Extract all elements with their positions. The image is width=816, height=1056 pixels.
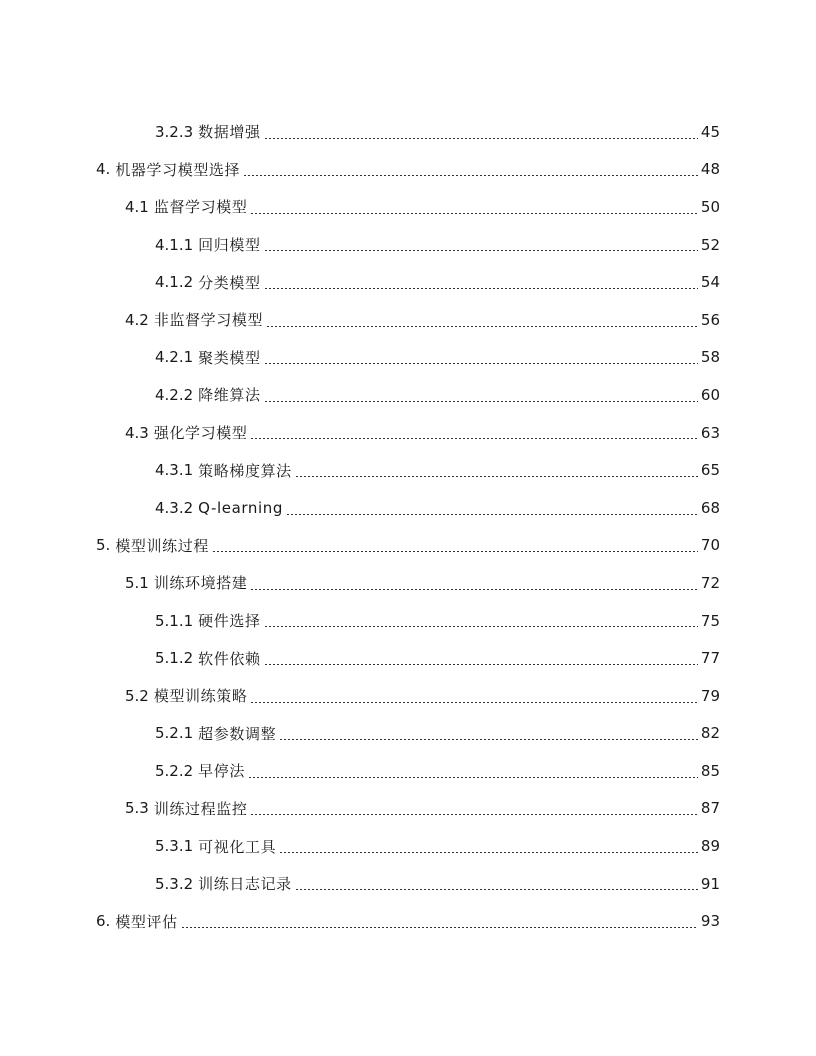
toc-title: 聚类模型: [198, 348, 261, 367]
toc-entry[interactable]: [0, 827, 816, 865]
toc-title: 强化学习模型: [153, 424, 248, 443]
toc-page-number: 60: [700, 385, 720, 404]
toc-number: 5.1.1: [155, 611, 194, 630]
dot-leader: [264, 250, 698, 251]
toc-title: 监督学习模型: [153, 198, 248, 217]
dot-leader: [250, 213, 697, 214]
dot-leader: [181, 927, 698, 928]
toc-page-number: 72: [700, 573, 720, 592]
dot-leader: [250, 702, 697, 703]
dot-leader: [295, 889, 698, 890]
dot-leader: [248, 777, 698, 778]
toc-page-number: 91: [700, 874, 720, 893]
toc-number: 4.3: [125, 423, 149, 442]
toc-entry[interactable]: [0, 339, 816, 377]
toc-number: 5.3.2: [155, 874, 194, 893]
dot-leader: [264, 363, 698, 364]
toc-entry[interactable]: [0, 489, 816, 527]
toc-title: 分类模型: [198, 273, 261, 292]
toc-title: 软件依赖: [198, 649, 261, 668]
toc-page-number: 56: [700, 310, 720, 329]
toc-page-number: 52: [700, 235, 720, 254]
toc-title: 训练日志记录: [198, 875, 292, 894]
dot-leader: [212, 551, 698, 552]
toc-number: 3.2.3: [155, 122, 194, 141]
toc-entry[interactable]: [0, 865, 816, 903]
toc-title: Q-learning: [198, 498, 284, 517]
toc-entry[interactable]: [0, 639, 816, 677]
toc-title: 机器学习模型选择: [115, 160, 241, 179]
toc-number: 5.1: [125, 573, 149, 592]
toc-number: 4.1.1: [155, 235, 194, 254]
toc-page-number: 50: [700, 197, 720, 216]
toc-entry[interactable]: [0, 263, 816, 301]
toc-number: 5.2.1: [155, 724, 194, 743]
toc-title: 模型训练过程: [115, 536, 209, 555]
toc-page-number: 87: [700, 799, 720, 818]
toc-entry[interactable]: [0, 113, 816, 151]
dot-leader: [264, 401, 698, 402]
toc-title: 策略梯度算法: [198, 461, 292, 480]
toc-number: 5.2: [125, 686, 149, 705]
toc-number: 4.2.1: [155, 348, 194, 367]
dot-leader: [264, 138, 698, 139]
dot-leader: [243, 175, 698, 176]
toc-number: 5.2.2: [155, 761, 194, 780]
toc-page-number: 93: [700, 912, 720, 931]
dot-leader: [250, 438, 697, 439]
toc-page-number: 75: [700, 611, 720, 630]
dot-leader: [264, 288, 698, 289]
toc-title: 硬件选择: [198, 612, 261, 631]
toc-title: 回归模型: [198, 236, 261, 255]
toc-entry[interactable]: [0, 188, 816, 226]
toc-page-number: 63: [700, 423, 720, 442]
toc-page-number: 77: [700, 649, 720, 668]
toc-number: 4.3.1: [155, 461, 194, 480]
dot-leader: [286, 514, 698, 515]
toc-entry[interactable]: [0, 151, 816, 189]
toc-page-number: 82: [700, 724, 720, 743]
dot-leader: [250, 814, 697, 815]
dot-leader: [279, 852, 698, 853]
toc-title: 训练环境搭建: [153, 574, 248, 593]
toc-page-number: 58: [700, 348, 720, 367]
toc-entry[interactable]: [0, 226, 816, 264]
toc-number: 4.2: [125, 310, 149, 329]
toc-page-number: 48: [700, 160, 720, 179]
toc-number: 5.1.2: [155, 649, 194, 668]
dot-leader: [264, 664, 698, 665]
toc-entry[interactable]: [0, 602, 816, 640]
toc-page-number: 79: [700, 686, 720, 705]
toc-entry[interactable]: [0, 752, 816, 790]
toc-number: 5.: [96, 536, 111, 555]
toc-entry[interactable]: [0, 527, 816, 565]
toc-page-number: 65: [700, 461, 720, 480]
toc-title: 非监督学习模型: [153, 311, 264, 330]
toc-number: 4.3.2: [155, 498, 194, 517]
toc-entry[interactable]: [0, 677, 816, 715]
toc-entry[interactable]: [0, 902, 816, 940]
toc-number: 5.3: [125, 799, 149, 818]
table-of-contents: [0, 113, 816, 940]
toc-title: 模型评估: [115, 912, 178, 931]
toc-number: 4.1.2: [155, 273, 194, 292]
toc-number: 5.3.1: [155, 837, 194, 856]
toc-page-number: 89: [700, 837, 720, 856]
toc-number: 4.: [96, 160, 111, 179]
toc-entry[interactable]: [0, 564, 816, 602]
dot-leader: [295, 476, 698, 477]
toc-number: 4.1: [125, 197, 149, 216]
toc-title: 模型训练策略: [153, 687, 248, 706]
dot-leader: [264, 626, 698, 627]
toc-page-number: 68: [700, 498, 720, 517]
toc-title: 超参数调整: [198, 724, 277, 743]
toc-entry[interactable]: [0, 715, 816, 753]
toc-entry[interactable]: [0, 301, 816, 339]
toc-title: 数据增强: [198, 123, 261, 142]
dot-leader: [250, 589, 697, 590]
toc-entry[interactable]: [0, 451, 816, 489]
toc-number: 4.2.2: [155, 385, 194, 404]
toc-title: 训练过程监控: [153, 799, 248, 818]
toc-entry[interactable]: [0, 376, 816, 414]
toc-entry[interactable]: [0, 790, 816, 828]
toc-page-number: 45: [700, 122, 720, 141]
dot-leader: [266, 326, 698, 327]
toc-number: 6.: [96, 912, 111, 931]
dot-leader: [279, 739, 698, 740]
toc-entry[interactable]: [0, 414, 816, 452]
toc-title: 可视化工具: [198, 837, 277, 856]
toc-page-number: 54: [700, 273, 720, 292]
toc-page-number: 85: [700, 761, 720, 780]
toc-title: 降维算法: [198, 386, 261, 405]
toc-page-number: 70: [700, 536, 720, 555]
toc-title: 早停法: [198, 762, 245, 781]
